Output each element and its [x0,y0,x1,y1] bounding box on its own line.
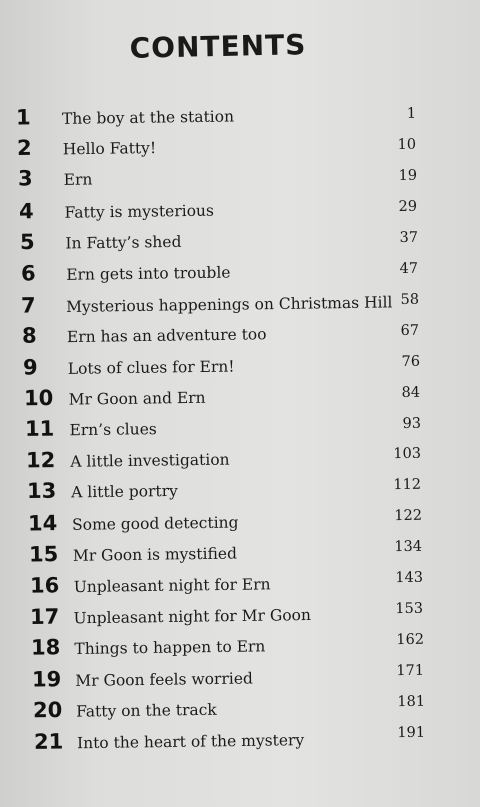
toc-row [26,446,230,475]
chapter-page-number: 58 [400,291,419,308]
chapter-number: 10 [23,385,54,411]
toc-row [24,384,206,413]
chapter-number: 11 [24,416,55,441]
chapter-page-number: 47 [399,260,419,277]
chapter-title: Ern’s clues [69,420,157,440]
chapter-number: 17 [30,604,60,630]
chapter-title: Unpleasant night for Mr Goon [73,606,312,628]
chapter-number: 15 [28,541,58,567]
chapter-title: Ern gets into trouble [65,263,231,284]
chapter-title: Unpleasant night for Ern [73,575,271,597]
chapter-page-number: 134 [394,539,423,556]
toc-row [22,321,267,350]
toc-row [19,196,214,225]
chapter-page-number: 143 [394,569,423,587]
chapter-page-number: 29 [398,198,418,215]
chapter-page-number: 103 [393,446,422,463]
chapter-title: Ern [63,170,93,190]
chapter-page-number: 122 [394,508,422,525]
chapter-title: Into the heart of the mystery [76,731,305,753]
chapter-title: Some good detecting [71,513,239,534]
chapter-title: Fatty is mysterious [64,201,214,222]
chapter-number: 20 [32,697,63,723]
chapter-number: 18 [31,635,61,661]
toc-row [21,289,393,320]
toc-row [25,415,157,443]
chapter-page-number: 1 [406,105,417,122]
toc-row [20,259,230,288]
chapter-title: A little investigation [70,450,230,471]
toc-row [17,134,156,162]
chapter-title: Mr Goon feels worried [75,669,254,690]
chapter-number: 13 [26,479,57,504]
chapter-page-number: 171 [396,662,425,680]
chapter-page-number: 153 [395,600,424,618]
chapter-title: Fatty on the track [76,700,217,721]
chapter-title: Things to happen to Ern [74,637,266,659]
chapter-title: Lots of clues for Ern! [67,357,235,378]
toc-row [16,102,234,131]
chapter-title: Hello Fatty! [62,139,157,159]
chapter-number: 12 [25,448,56,473]
chapter-number: 4 [18,198,34,223]
chapter-title: Mr Goon and Ern [68,388,206,409]
chapter-page-number: 162 [395,631,424,649]
chapter-page-number: 112 [393,477,422,494]
toc-row [33,696,217,725]
chapter-page-number: 67 [400,322,420,339]
chapter-page-number: 19 [398,167,418,184]
chapter-number: 6 [20,261,36,286]
chapter-title: The boy at the station [61,107,235,128]
chapter-number: 8 [22,323,38,349]
chapter-number: 5 [19,229,35,254]
toc-row [27,477,178,505]
chapter-page-number: 76 [401,353,420,370]
toc-row [28,508,239,537]
page-title: CONTENTS [129,28,307,65]
chapter-number: 19 [32,666,62,692]
chapter-number: 16 [29,573,59,598]
toc-row [30,601,311,631]
toc-row [34,726,304,756]
chapter-title: In Fatty’s shed [64,232,182,253]
chapter-number: 14 [27,510,58,536]
chapter-title: A little portry [70,482,178,502]
chapter-title: Mr Goon is mystified [72,544,237,565]
chapter-page-number: 191 [397,724,426,742]
chapter-page-number: 93 [401,415,421,432]
chapter-page-number: 181 [396,693,425,711]
chapter-number: 1 [15,105,31,130]
toc-row [31,633,266,662]
chapter-number: 9 [23,354,38,380]
chapter-number: 2 [16,135,32,161]
chapter-number: 3 [17,166,33,191]
chapter-page-number: 84 [401,384,421,401]
chapter-number: 7 [21,293,37,318]
chapter-title: Ern has an adventure too [67,325,267,347]
chapter-page-number: 37 [399,229,418,246]
toc-row [23,352,235,381]
chapter-number: 21 [33,729,64,754]
toc-row [28,539,236,568]
toc-row [29,570,270,599]
toc-row [32,664,253,693]
chapter-title: Mysterious happenings on Christmas Hill [66,293,393,317]
toc-row [19,228,181,256]
toc-row [18,166,93,193]
chapter-page-number: 10 [397,136,417,153]
